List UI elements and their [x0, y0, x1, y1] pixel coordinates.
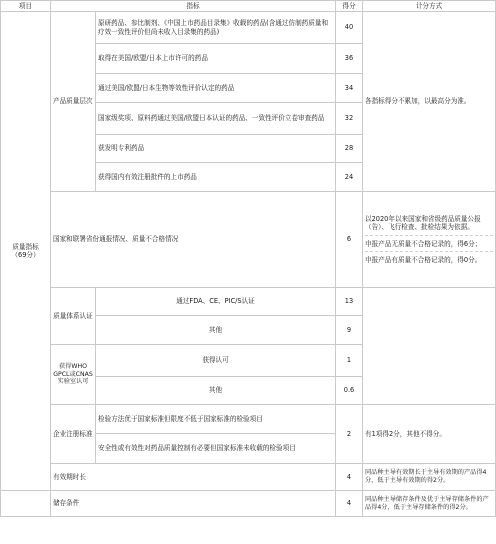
product-quality-method: 各指标得分不累加，以最高分为准。 — [363, 12, 496, 192]
sampling-method-basis: 以2020年以来国家和省级药品质量公报（告）、飞行检查、批检结果为依据。 — [365, 215, 481, 232]
sampling-method-fail: 申报产品有质量不合格记录的，得0分。 — [365, 255, 482, 264]
table-row — [1, 464, 496, 491]
pq-row-1-text: 原研药品、参比制剂、《中国上市药品目录集》收载的药品(含通过仿制药质量和疗效一致性评价但尚未收入目录集的药品) — [96, 12, 336, 44]
storage-method: 同品种主导储存条件及优于主导存储条件的产品得4分，低于主导存储条件的得2分。 — [363, 491, 496, 517]
lab-cert-label: 获得WHO GPCL或CNAS实验室认可 — [51, 345, 96, 405]
category-points: （69分） — [11, 251, 40, 259]
shelf-life-method: 同品种主导有效期长于主导有效期的产品得4分，低于主导有效期的得2分。 — [363, 464, 496, 491]
lab-cert-row-1-score: 1 — [336, 345, 363, 377]
storage-text: 储存条件 — [51, 491, 336, 517]
pq-row-3-text: 通过美国/欧盟/日本生物等效性评价认定的药品 — [96, 74, 336, 103]
divider — [365, 251, 493, 253]
lab-cert-row-2-text: 其他 — [96, 377, 336, 405]
system-cert-label: 质量体系认证 — [51, 288, 96, 345]
pq-row-2-text: 取得在美国/欧盟/日本上市许可的药品 — [96, 44, 336, 74]
table-row — [1, 12, 496, 44]
pq-row-3-score: 34 — [336, 74, 363, 103]
category-name: 质量指标 — [12, 242, 39, 251]
category-cell — [1, 12, 51, 491]
reg-standard-row-1-text: 检验方法优于国家标准但限度不低于国家标准的检验项目 — [96, 405, 336, 434]
storage-score: 4 — [336, 491, 363, 517]
header-item: 项目 — [1, 1, 51, 12]
lab-cert-row-2-score: 0.6 — [336, 377, 363, 405]
sampling-score: 6 — [336, 192, 363, 288]
pq-row-6-score: 24 — [336, 163, 363, 192]
table-row — [1, 288, 496, 316]
header-method: 计分方式 — [363, 1, 496, 12]
shelf-life-score: 4 — [336, 464, 363, 491]
pq-row-5-text: 获发明专利药品 — [96, 135, 336, 163]
pq-row-4-text: 国家级奖项、原料药通过美国/欧盟日本认证的药品、一致性评价立卷审查药品 — [96, 103, 336, 135]
reg-standard-method: 有1项得2分，其他不得分。 — [363, 405, 496, 464]
pq-row-6-text: 获得国内有效注册批件的上市药品 — [96, 163, 336, 192]
sampling-text: 国家和联署省份通报情况、质量不合格情况 — [51, 192, 336, 288]
reg-standard-label: 企业注册标准 — [51, 405, 96, 464]
cert-method-empty — [363, 288, 496, 405]
pq-row-1-score: 40 — [336, 12, 363, 44]
pq-row-5-score: 28 — [336, 135, 363, 163]
sampling-method — [363, 192, 496, 288]
header-row — [1, 1, 496, 12]
system-cert-row-2-text: 其他 — [96, 316, 336, 345]
shelf-life-text: 有效期时长 — [51, 464, 336, 491]
table-row — [1, 405, 496, 434]
system-cert-row-1-text: 通过FDA、CE、PIC/S认证 — [96, 288, 336, 316]
lab-cert-row-1-text: 获得认可 — [96, 345, 336, 377]
pq-row-2-score: 36 — [336, 44, 363, 74]
system-cert-row-1-score: 13 — [336, 288, 363, 316]
category-empty-cell — [1, 491, 51, 517]
header-indicator: 指标 — [51, 1, 336, 12]
table-row — [1, 192, 496, 288]
reg-standard-row-2-text: 安全性或有效性对药品质量控制有必要但国家标准未收载的检验项目 — [96, 434, 336, 464]
header-score: 得分 — [336, 1, 363, 12]
sampling-method-pass: 申报产品无质量不合格记录的，得6分； — [365, 239, 482, 248]
pq-row-4-score: 32 — [336, 103, 363, 135]
table-row — [1, 491, 496, 517]
product-quality-label: 产品质量层次 — [51, 12, 96, 192]
reg-standard-score: 2 — [336, 405, 363, 464]
system-cert-row-2-score: 9 — [336, 316, 363, 345]
divider — [365, 235, 493, 237]
